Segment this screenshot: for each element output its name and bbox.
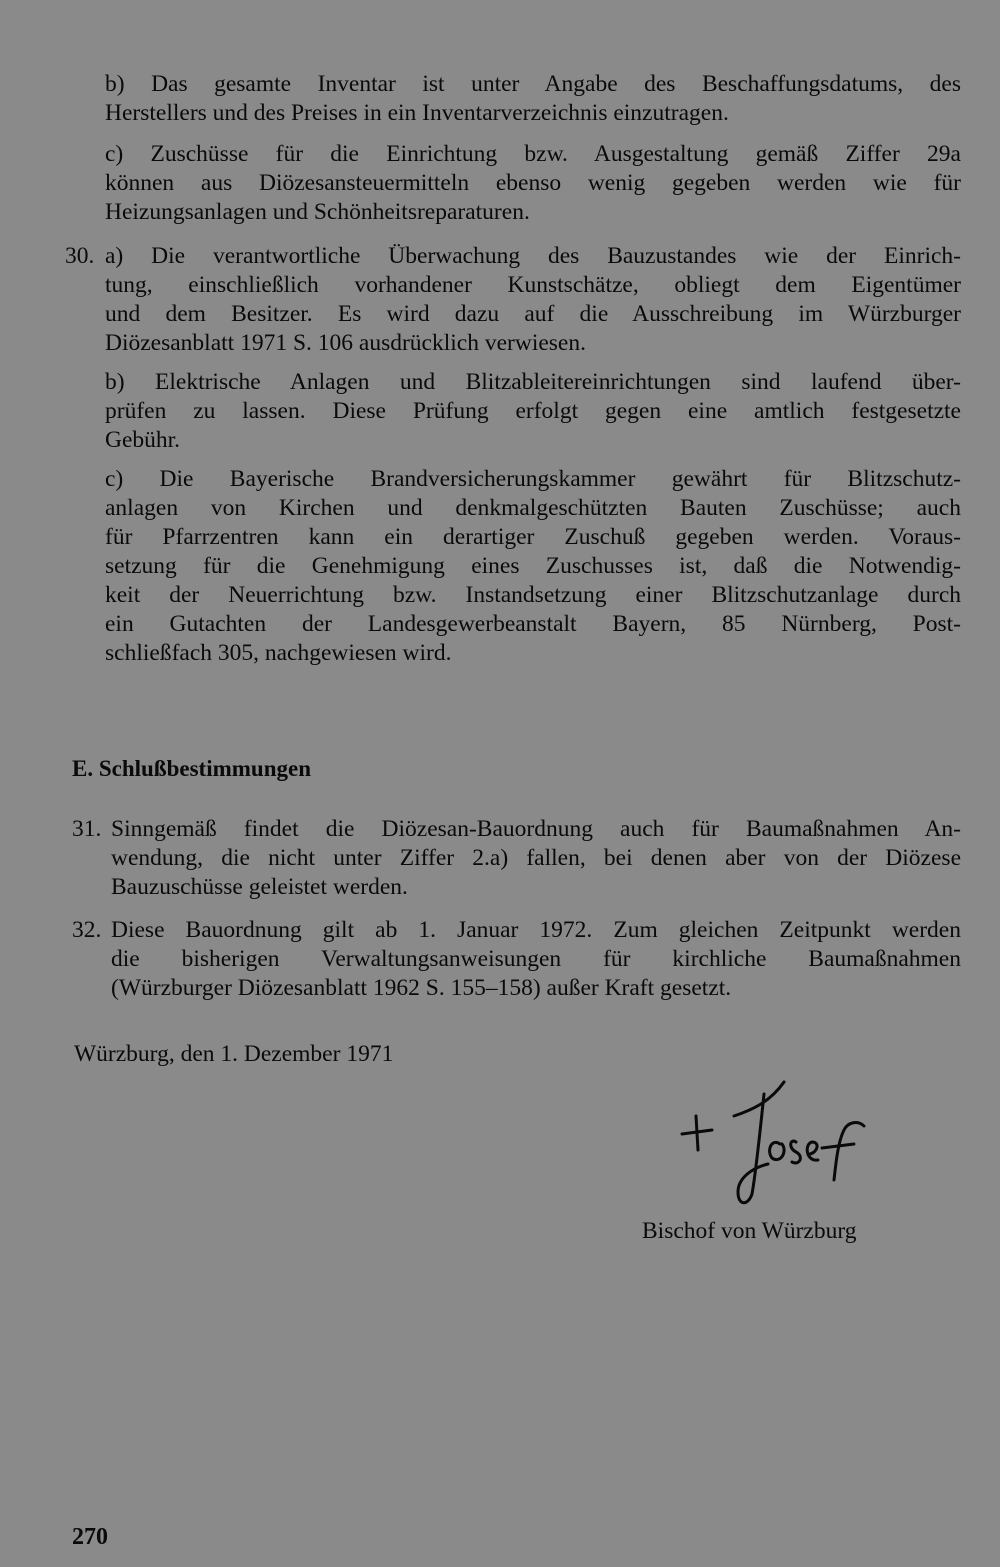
paragraph-29b: [105, 70, 961, 128]
text-line: keit der Neuerrichtung bzw. Instandsetzung einer Blitzschutzanlage durch: [105, 582, 961, 608]
paragraph-30a: [105, 242, 961, 358]
text-line: a) Die verantwortliche Überwachung des Bauzustandes wie der Einrich-: [105, 243, 961, 269]
text-line: ein Gutachten der Landesgewerbeanstalt Bayern, 85 Nürnberg, Post-: [105, 611, 961, 637]
text-line: Bauzuschüsse geleistet werden.: [111, 874, 408, 900]
paragraph-31: [111, 815, 961, 902]
closing-place-date: Würzburg, den 1. Dezember 1971: [74, 1041, 394, 1067]
text-line: Herstellers und des Preises in ein Inventarverzeichnis einzutragen.: [105, 100, 729, 126]
text-line: Sinngemäß findet die Diözesan-Bauordnung auch für Baumaßnahmen An-: [111, 816, 961, 842]
text-line: schließfach 305, nachgewiesen wird.: [105, 640, 452, 666]
text-line: und dem Besitzer. Es wird dazu auf die Ausschreibung im Würzburger: [105, 301, 961, 327]
text-line: setzung für die Genehmigung eines Zuschusses ist, daß die Notwendig-: [105, 553, 961, 579]
paragraph-30c: [105, 465, 961, 668]
paragraph-29c: [105, 140, 961, 227]
text-line: anlagen von Kirchen und denkmalgeschützten Bauten Zuschüsse; auch: [105, 495, 961, 521]
text-line: tung, einschließlich vorhandener Kunstschätze, obliegt dem Eigentümer: [105, 272, 961, 298]
text-line: für Pfarrzentren kann ein derartiger Zuschuß gegeben werden. Voraus-: [105, 524, 961, 550]
paragraph-30b: [105, 368, 961, 455]
section-number-31: 31.: [72, 816, 102, 842]
section-number-32: 32.: [72, 917, 102, 943]
handwritten-signature: [672, 1072, 882, 1212]
text-line: b) Das gesamte Inventar ist unter Angabe des Beschaffungsdatums, des: [105, 71, 961, 97]
text-line: Heizungsanlagen und Schönheitsreparaturen.: [105, 199, 530, 225]
text-line: können aus Diözesansteuermitteln ebenso wenig gegeben werden wie für: [105, 170, 961, 196]
text-line: Diese Bauordnung gilt ab 1. Januar 1972. Zum gleichen Zeitpunkt werden: [111, 917, 961, 943]
text-line: (Würzburger Diözesanblatt 1962 S. 155–158) außer Kraft gesetzt.: [111, 975, 732, 1001]
signature-title: Bischof von Würzburg: [642, 1218, 857, 1244]
section-heading-e: E. Schlußbestimmungen: [72, 756, 312, 781]
paragraph-32: [111, 916, 961, 1003]
text-line: wendung, die nicht unter Ziffer 2.a) fallen, bei denen aber von der Diözese: [111, 845, 961, 871]
text-line: Diözesanblatt 1971 S. 106 ausdrücklich verwiesen.: [105, 330, 586, 356]
text-line: c) Die Bayerische Brandversicherungskammer gewährt für Blitzschutz-: [105, 466, 961, 492]
text-line: Gebühr.: [105, 427, 181, 453]
text-line: b) Elektrische Anlagen und Blitzableitereinrichtungen sind laufend über-: [105, 369, 961, 395]
text-line: c) Zuschüsse für die Einrichtung bzw. Ausgestaltung gemäß Ziffer 29a: [105, 141, 961, 167]
page-number: 270: [72, 1524, 108, 1550]
text-line: prüfen zu lassen. Diese Prüfung erfolgt gegen eine amtlich festgesetzte: [105, 398, 961, 424]
text-line: die bisherigen Verwaltungsanweisungen für kirchliche Baumaßnahmen: [111, 946, 961, 972]
section-number-30: 30.: [65, 243, 95, 269]
